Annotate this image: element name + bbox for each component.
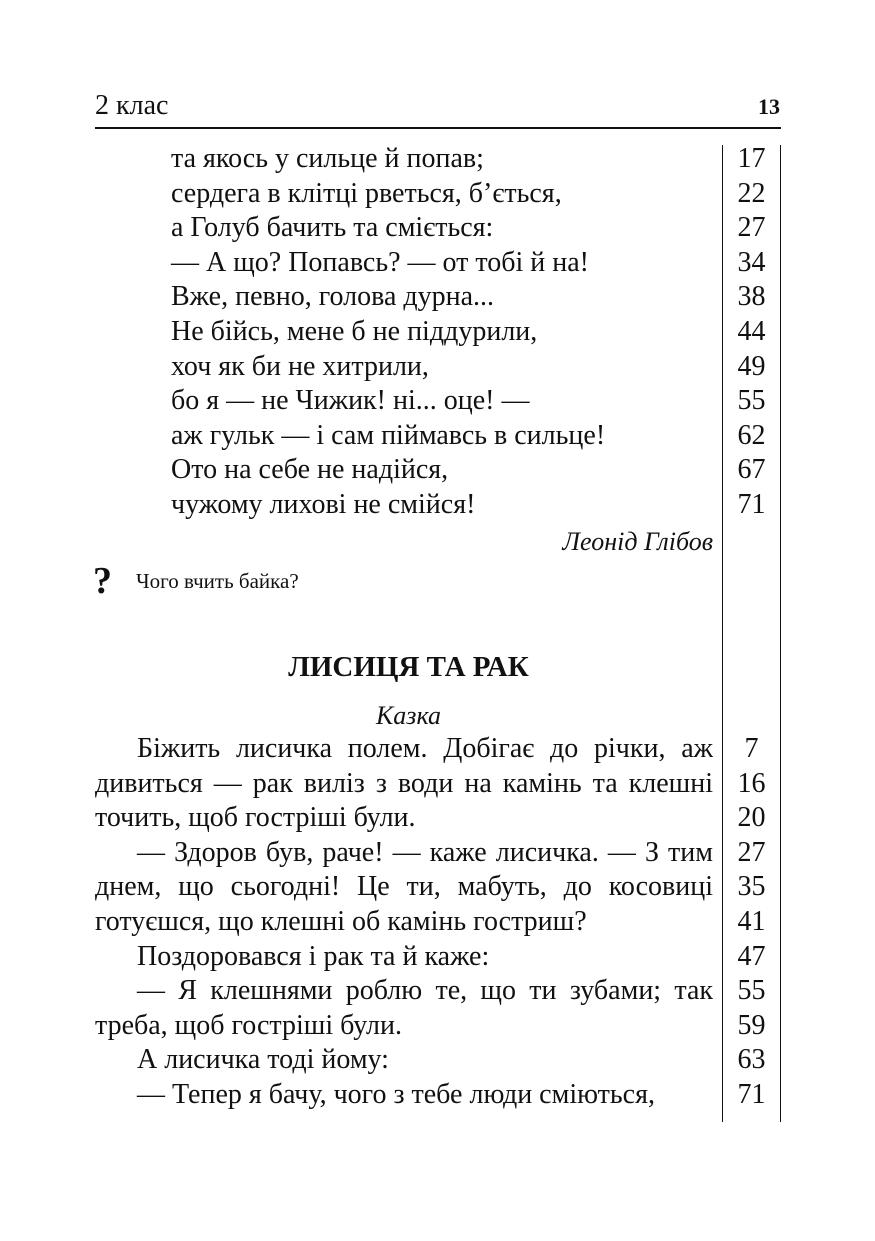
story-line: — Тепер я бачу, чого з тебе люди сміються, <box>137 1078 655 1110</box>
word-count: 22 <box>737 177 766 209</box>
word-count: 34 <box>737 246 766 278</box>
poem-line: бо я — не Чижик! ні... оце! — <box>171 385 530 417</box>
question-mark-icon: ? <box>93 560 112 602</box>
poem-line: Вже, певно, голова дурна... <box>171 281 495 313</box>
word-count: 41 <box>737 905 766 937</box>
poem-line: чужому лихові не смійся! <box>171 488 476 520</box>
story-title: ЛИСИЦЯ ТА РАК <box>288 651 529 683</box>
question-text: Чого вчить байка? <box>136 569 299 593</box>
poem-line: — А що? Попавсь? — от тобі й на! <box>171 246 590 278</box>
word-count: 38 <box>737 281 766 313</box>
word-count: 27 <box>737 836 766 868</box>
page-number: 13 <box>758 94 780 119</box>
story-line: дивиться — рак виліз з води на камінь та клешні <box>95 767 713 799</box>
header-rule <box>95 127 781 129</box>
story-line: готуєшся, що клешні об камінь гостриш? <box>95 905 587 937</box>
word-count: 49 <box>737 350 766 382</box>
poem-line: а Голуб бачить та сміється: <box>171 212 494 244</box>
story-line: точить, щоб гостріші були. <box>95 802 416 834</box>
word-count: 35 <box>737 871 766 903</box>
word-count: 44 <box>737 315 766 347</box>
word-count: 47 <box>737 940 766 972</box>
word-count: 20 <box>737 802 766 834</box>
story-subtitle: Казка <box>376 701 441 730</box>
poem-line: та якось у сильце й попав; <box>171 143 484 174</box>
story-line: — Я клешнями роблю те, що ти зубами; так <box>137 975 713 1007</box>
story-line: Біжить лисичка полем. Добігає до річки, аж <box>137 733 713 764</box>
poem-author: Леонід Глібов <box>562 527 713 556</box>
poem-word-counts <box>723 142 780 523</box>
story-line: треба, щоб гостріші були. <box>95 1009 403 1041</box>
word-count: 55 <box>737 975 766 1007</box>
word-count: 71 <box>737 488 766 520</box>
story-line: Поздоровався і рак та й каже: <box>137 940 490 972</box>
word-count: 55 <box>737 385 766 417</box>
poem-text <box>171 142 605 523</box>
count-column-right-rule <box>780 145 781 1122</box>
poem-line: хоч як би не хитрили, <box>171 350 429 382</box>
story-line: — Здоров був, раче! — каже лисичка. — З тим <box>137 836 713 868</box>
poem-line: Ото на себе не надійся, <box>171 454 449 486</box>
word-count: 16 <box>737 767 766 799</box>
poem-line: аж гульк — і сам піймавсь в сильце! <box>171 419 606 451</box>
word-count: 62 <box>737 419 766 451</box>
poem-line: Не бійсь, мене б не піддурили, <box>171 315 538 347</box>
poem-line: сердега в клітці рветься, б’ється, <box>171 177 562 209</box>
story-word-counts <box>723 732 780 1113</box>
word-count: 71 <box>737 1078 766 1110</box>
word-count: 67 <box>737 454 766 486</box>
word-count: 17 <box>737 143 766 174</box>
grade-label: 2 клас <box>95 90 169 121</box>
story-line: А лисичка тоді йому: <box>137 1044 389 1076</box>
word-count: 27 <box>737 212 766 244</box>
word-count: 7 <box>744 733 759 764</box>
word-count: 59 <box>737 1009 766 1041</box>
word-count: 63 <box>737 1044 766 1076</box>
story-line: днем, що сьогодні! Це ти, мабуть, до косовиці <box>95 871 713 903</box>
story-text <box>95 732 713 1113</box>
